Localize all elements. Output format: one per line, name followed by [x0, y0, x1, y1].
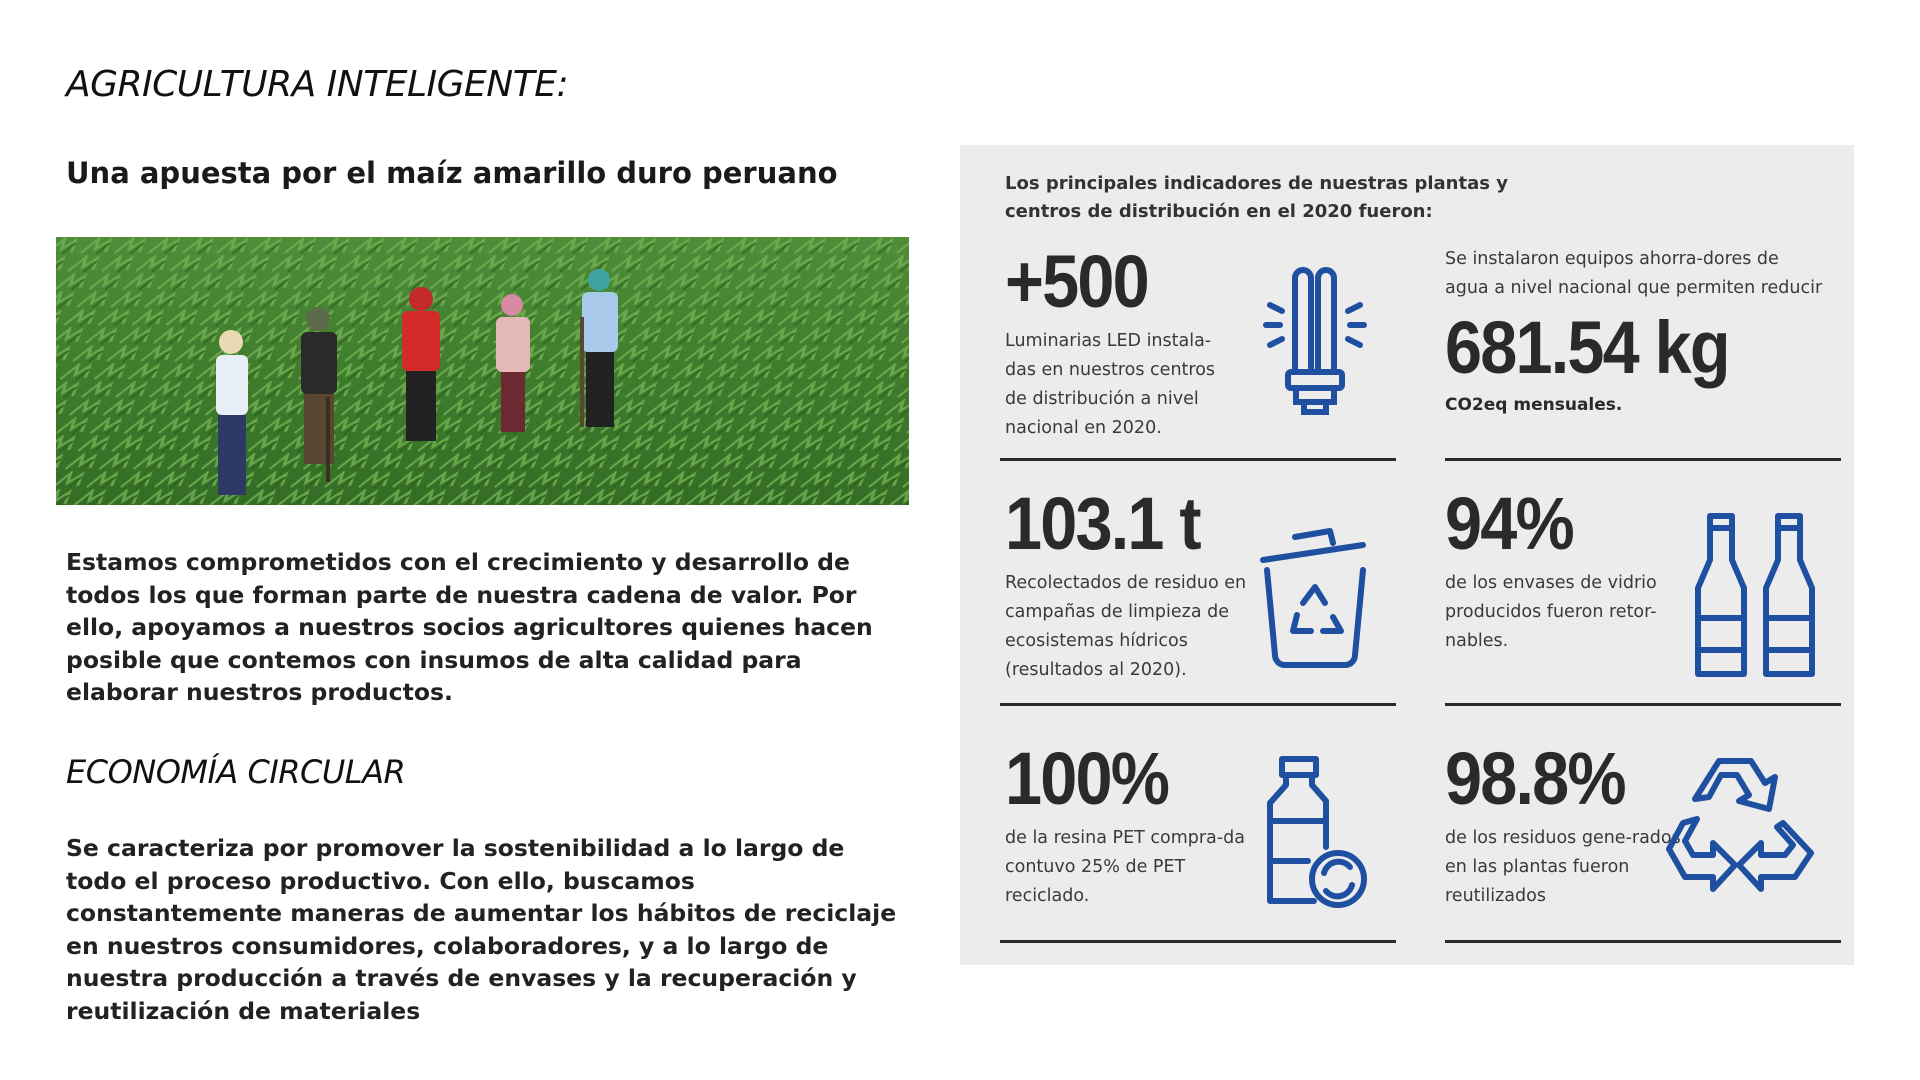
- divider: [1000, 458, 1396, 461]
- stat-value: 98.8%: [1445, 737, 1625, 820]
- stat-unit: CO2eq mensuales.: [1445, 395, 1623, 415]
- divider: [1445, 703, 1841, 706]
- stat-description: de los residuos gene-rados en las plantas fueron reutilizados: [1445, 828, 1681, 906]
- page-title: AGRICULTURA INTELIGENTE:: [66, 64, 569, 105]
- value-chain-paragraph: Estamos comprometidos con el crecimiento y desarrollo de todos los que forman parte de nuestra cadena de valor. Por ello, apoyamos a nuestros socios agricultores quienes hacen posible que contemos con insumos de alta calidad para elaborar nuestros productos.: [66, 548, 873, 706]
- stat-value: 94%: [1445, 482, 1573, 565]
- stat-value: 681.54 kg: [1445, 306, 1729, 389]
- stat-description: de los envases de vidrio producidos fueron retor-nables.: [1445, 573, 1657, 651]
- stat-intro: Se instalaron equipos ahorra-dores de agua a nivel nacional que permiten reducir: [1445, 249, 1823, 298]
- recycle-arrows-icon: [1665, 757, 1815, 897]
- stat-pet-resin: [1005, 737, 1255, 911]
- led-bulb-icon: [1260, 260, 1370, 430]
- stat-value: +500: [1005, 240, 1148, 323]
- stat-description: Luminarias LED instala-das en nuestros centros de distribución a nivel nacional en 2020.: [1005, 331, 1216, 438]
- stat-water-saving: [1445, 245, 1825, 415]
- section-title-circular-economy: ECONOMÍA CIRCULAR: [66, 753, 406, 791]
- farmers-cornfield-photo: [56, 237, 909, 505]
- recycle-bin-icon: [1255, 525, 1375, 675]
- stat-waste-collected: [1005, 482, 1255, 685]
- circular-economy-paragraph: Se caracteriza por promover la sostenibilidad a lo largo de todo el proceso productivo. Con ello, buscamos constantemente maneras de aumentar los hábitos de reciclaje en nuestros consumidores, colaboradores, y a lo largo de nuestra producción a través de envases y la recuperación y reutilización de materiales: [66, 834, 897, 1025]
- stat-value: 103.1 t: [1005, 482, 1200, 565]
- page-subtitle: Una apuesta por el maíz amarillo duro peruano: [66, 156, 838, 190]
- stat-description: de la resina PET compra-da contuvo 25% de PET reciclado.: [1005, 828, 1245, 906]
- infographic-heading: Los principales indicadores de nuestras plantas y centros de distribución en el 2020 fueron:: [1005, 173, 1508, 222]
- stat-waste-reused: [1445, 737, 1695, 911]
- stat-description: Recolectados de residuo en campañas de limpieza de ecosistemas hídricos (resultados al 2020).: [1005, 573, 1247, 680]
- divider: [1445, 458, 1841, 461]
- stat-value: 100%: [1005, 737, 1169, 820]
- divider: [1000, 940, 1396, 943]
- pet-bottle-icon: [1260, 755, 1370, 915]
- divider: [1445, 940, 1841, 943]
- divider: [1000, 703, 1396, 706]
- indicators-infographic: [960, 145, 1854, 965]
- stat-led-lights: [1005, 240, 1225, 443]
- glass-bottles-icon: [1690, 510, 1830, 680]
- stat-glass-returnable: [1445, 482, 1695, 656]
